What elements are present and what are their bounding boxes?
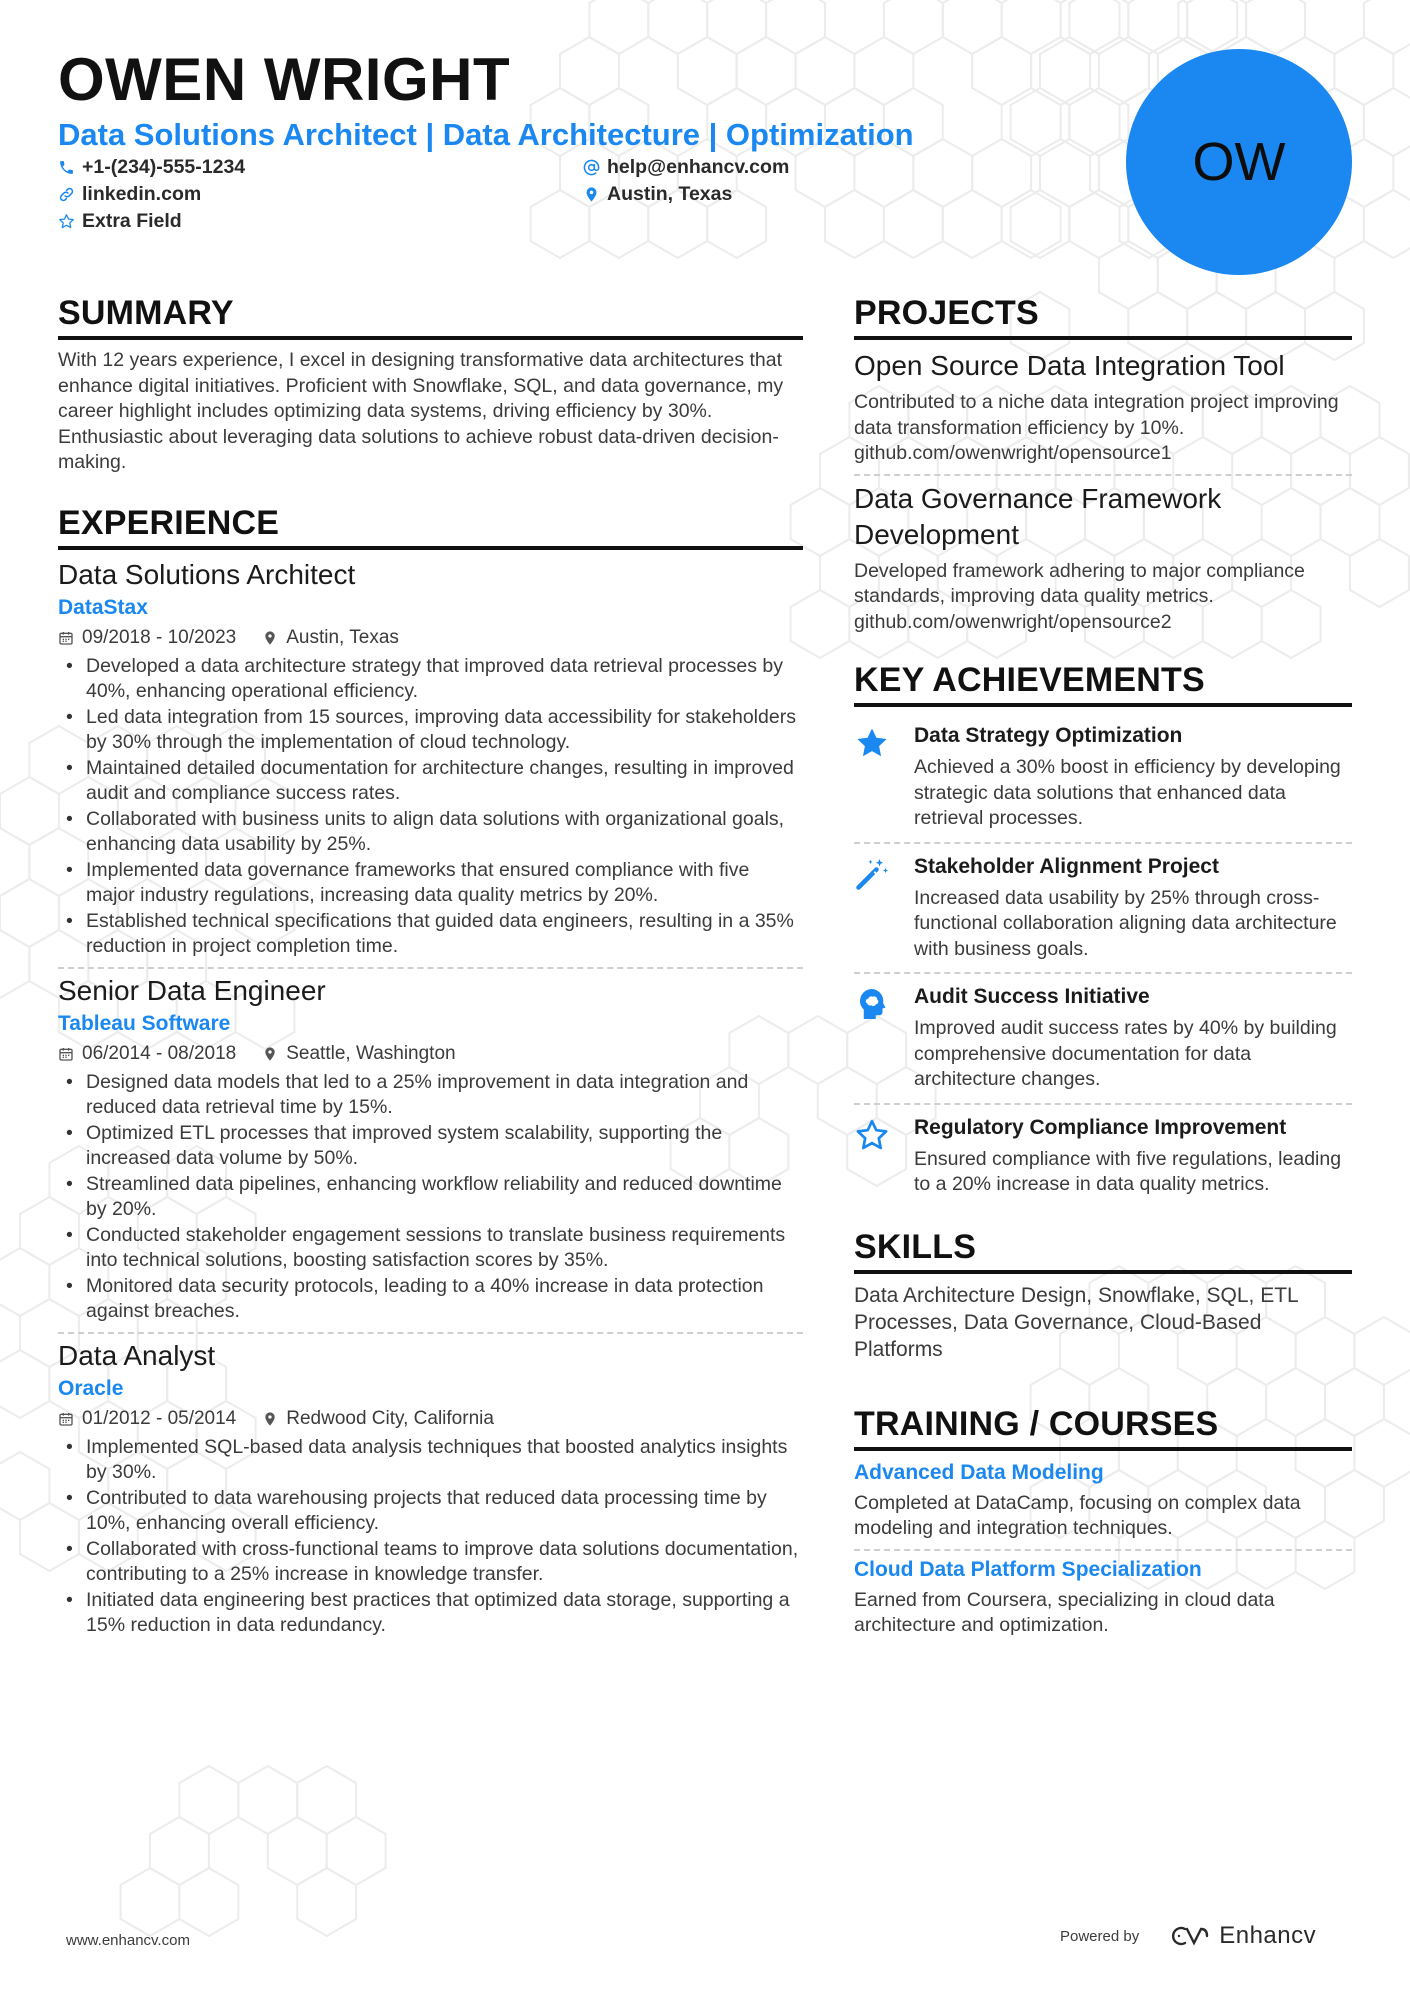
achievement-divider [854, 1103, 1352, 1105]
job-bullet: • Designed data models that led to a 25% improvement in data integration and reduced data retrieval time by 15%. [58, 1070, 803, 1121]
phone-icon [58, 159, 75, 176]
job-role: Data Solutions Architect [58, 558, 356, 590]
job-bullet: • Collaborated with cross-functional teams to improve data solutions documentation, contributing to a 25% increase in knowledge transfer. [58, 1537, 803, 1588]
contact-phone[interactable] [58, 156, 245, 179]
job-company: Oracle [58, 1376, 124, 1400]
candidate-name: OWEN WRIGHT [58, 46, 511, 113]
location-pin-icon [583, 186, 600, 203]
job-bullet: • Optimized ETL processes that improved system scalability, supporting the increased data volume by 50%. [58, 1121, 803, 1172]
summary-heading: SUMMARY [58, 292, 803, 340]
achievement-entry [854, 976, 1352, 1103]
at-sign-icon [583, 159, 600, 176]
achievement-entry [854, 1107, 1352, 1208]
calendar-icon [58, 630, 74, 646]
achievement-entry [854, 846, 1352, 973]
star-outline-icon [58, 213, 75, 230]
job-meta [58, 1405, 803, 1433]
course-title: Cloud Data Platform Specialization [854, 1557, 1202, 1581]
job-divider [58, 967, 803, 969]
powered-by-label: Powered by [1060, 1927, 1140, 1945]
job-bullets [58, 1070, 803, 1325]
project-entry [854, 481, 1352, 636]
extra-field-text: Extra Field [82, 210, 182, 232]
skills-text: Data Architecture Design, Snowflake, SQL, ETL Processes, Data Governance, Cloud-Based Platforms [854, 1283, 1298, 1361]
job-role: Senior Data Engineer [58, 974, 326, 1006]
job-bullet: • Implemented data governance frameworks that ensured compliance with five major industry regulations, increasing data quality metrics by 20%. [58, 858, 803, 909]
skills-heading: SKILLS [854, 1226, 1352, 1274]
job-bullets [58, 1435, 803, 1639]
enhancv-logo-icon [1165, 1923, 1211, 1949]
job-bullet: • Monitored data security protocols, leading to a 40% increase in data protection against breaches. [58, 1274, 803, 1325]
head-brain-icon [854, 986, 890, 1022]
job-bullet: • Led data integration from 15 sources, improving data accessibility for stakeholders by 30% through the implementation of cloud technology. [58, 705, 803, 756]
job-meta [58, 1040, 803, 1068]
enhancv-brand-text: Enhancv [1219, 1922, 1317, 1949]
linkedin-text: linkedin.com [82, 183, 202, 205]
job-location: Austin, Texas [286, 626, 399, 648]
job-bullet: • Initiated data engineering best practices that optimized data storage, supporting a 15% reduction in data redundancy. [58, 1588, 803, 1639]
phone-text: +1-(234)-555-1234 [82, 156, 246, 178]
achievement-description: Increased data usability by 25% through cross-functional collaboration aligning data architecture with business goals. [914, 886, 1337, 960]
location-text: Austin, Texas [607, 183, 733, 205]
projects-list [854, 348, 1352, 635]
achievement-title: Stakeholder Alignment Project [914, 854, 1219, 878]
star-outline-icon [854, 1117, 890, 1153]
training-list [854, 1459, 1352, 1639]
achievement-icon [854, 852, 914, 897]
calendar-icon [58, 1411, 74, 1427]
job-entry [58, 1339, 803, 1639]
course-divider [854, 1549, 1352, 1551]
job-location: Seattle, Washington [286, 1042, 456, 1064]
job-bullet: • Collaborated with business units to align data solutions with organizational goals, enhancing data usability by 25%. [58, 807, 803, 858]
projects-heading: PROJECTS [854, 292, 1352, 340]
job-bullet: • Developed a data architecture strategy that improved data retrieval processes by 40%, enhancing operational efficiency. [58, 654, 803, 705]
summary-text: With 12 years experience, I excel in designing transformative data architectures that enhance digital initiatives. Proficient with Snowflake, SQL, and data governance, my career highlight includes optimizing data systems, driving efficiency by 30%. Enthusiastic about leveraging data solutions to achieve robust data-driven decision-making. [58, 349, 784, 473]
left-column [58, 292, 803, 1639]
achievement-title: Data Strategy Optimization [914, 724, 1183, 747]
job-company: Tableau Software [58, 1011, 231, 1035]
experience-heading: EXPERIENCE [58, 502, 803, 550]
course-description: Earned from Coursera, specializing in cloud data architecture and optimization. [854, 1588, 1275, 1636]
achievement-description: Improved audit success rates by 40% by building comprehensive documentation for data architecture changes. [914, 1017, 1337, 1090]
project-title: Open Source Data Integration Tool [854, 350, 1285, 381]
job-entry [58, 974, 803, 1325]
job-bullet: • Maintained detailed documentation for architecture changes, resulting in improved audit and compliance success rates. [58, 756, 803, 807]
avatar-initials: OW [1192, 132, 1286, 192]
calendar-icon [58, 1046, 74, 1062]
right-column [854, 292, 1352, 1639]
achievement-entry [854, 715, 1352, 842]
achievement-divider [854, 972, 1352, 974]
job-bullets [58, 654, 803, 960]
contact-email[interactable] [583, 156, 789, 179]
footer-website[interactable]: www.enhancv.com [66, 1932, 190, 1949]
course-title: Advanced Data Modeling [854, 1460, 1104, 1484]
job-entry [58, 558, 803, 960]
job-company: DataStax [58, 595, 148, 619]
star-filled-icon [854, 725, 890, 761]
contact-location [583, 183, 732, 206]
location-pin-icon [262, 1046, 278, 1062]
job-divider [58, 1332, 803, 1334]
candidate-title: Data Solutions Architect | Data Architecture | Optimization [58, 117, 914, 152]
project-description: Contributed to a niche data integration project improving data transformation efficiency by 10%. github.com/owenwright/opensource1 [854, 391, 1339, 464]
achievement-title: Regulatory Compliance Improvement [914, 1115, 1287, 1139]
project-description: Developed framework adhering to major compliance standards, improving data quality metrics. github.com/owenwright/opensource2 [854, 559, 1305, 633]
magic-wand-icon [854, 856, 890, 892]
contact-linkedin[interactable] [58, 183, 201, 206]
location-pin-icon [262, 1411, 278, 1427]
project-entry [854, 348, 1352, 467]
course-description: Completed at DataCamp, focusing on complex data modeling and integration techniques. [854, 1491, 1301, 1539]
avatar [1126, 49, 1352, 275]
achievement-icon [854, 1113, 914, 1158]
achievement-icon [854, 721, 914, 766]
footer-branding [1060, 1922, 1316, 1950]
achievement-description: Ensured compliance with five regulations, leading to a 20% increase in data quality metrics. [914, 1147, 1342, 1195]
project-divider [854, 474, 1352, 476]
course-entry [854, 1459, 1352, 1542]
achievement-divider [854, 842, 1352, 844]
location-pin-icon [262, 630, 278, 646]
achievement-title: Audit Success Initiative [914, 985, 1150, 1008]
experience-list [58, 558, 803, 1639]
achievements-list [854, 715, 1352, 1208]
achievement-icon [854, 982, 914, 1027]
job-bullet: • Contributed to data warehousing projects that reduced data processing time by 10%, enhancing overall efficiency. [58, 1486, 803, 1537]
job-role: Data Analyst [58, 1339, 216, 1371]
job-bullet: • Established technical specifications that guided data engineers, resulting in a 35% reduction in project completion time. [58, 909, 803, 960]
training-heading: TRAINING / COURSES [854, 1403, 1352, 1451]
job-dates: 06/2014 - 08/2018 [82, 1042, 237, 1064]
job-location: Redwood City, California [286, 1407, 494, 1429]
course-entry [854, 1556, 1352, 1639]
job-dates: 01/2012 - 05/2014 [82, 1407, 237, 1429]
job-bullet: • Streamlined data pipelines, enhancing workflow reliability and reduced downtime by 20%. [58, 1172, 803, 1223]
job-dates: 09/2018 - 10/2023 [82, 626, 237, 648]
achievement-description: Achieved a 30% boost in efficiency by developing strategic data solutions that enhanced data retrieval processes. [914, 756, 1341, 829]
project-title: Data Governance Framework Development [854, 482, 1222, 550]
job-meta [58, 624, 803, 652]
job-bullet: • Conducted stakeholder engagement sessions to translate business requirements into technical solutions, boosting satisfaction scores by 35%. [58, 1223, 803, 1274]
achievements-heading: KEY ACHIEVEMENTS [854, 659, 1352, 707]
email-text: help@enhancv.com [607, 156, 790, 178]
enhancv-logo[interactable] [1165, 1922, 1316, 1950]
link-icon [58, 186, 75, 203]
contact-extra [58, 210, 182, 233]
job-bullet: • Implemented SQL-based data analysis techniques that boosted analytics insights by 30%. [58, 1435, 803, 1486]
